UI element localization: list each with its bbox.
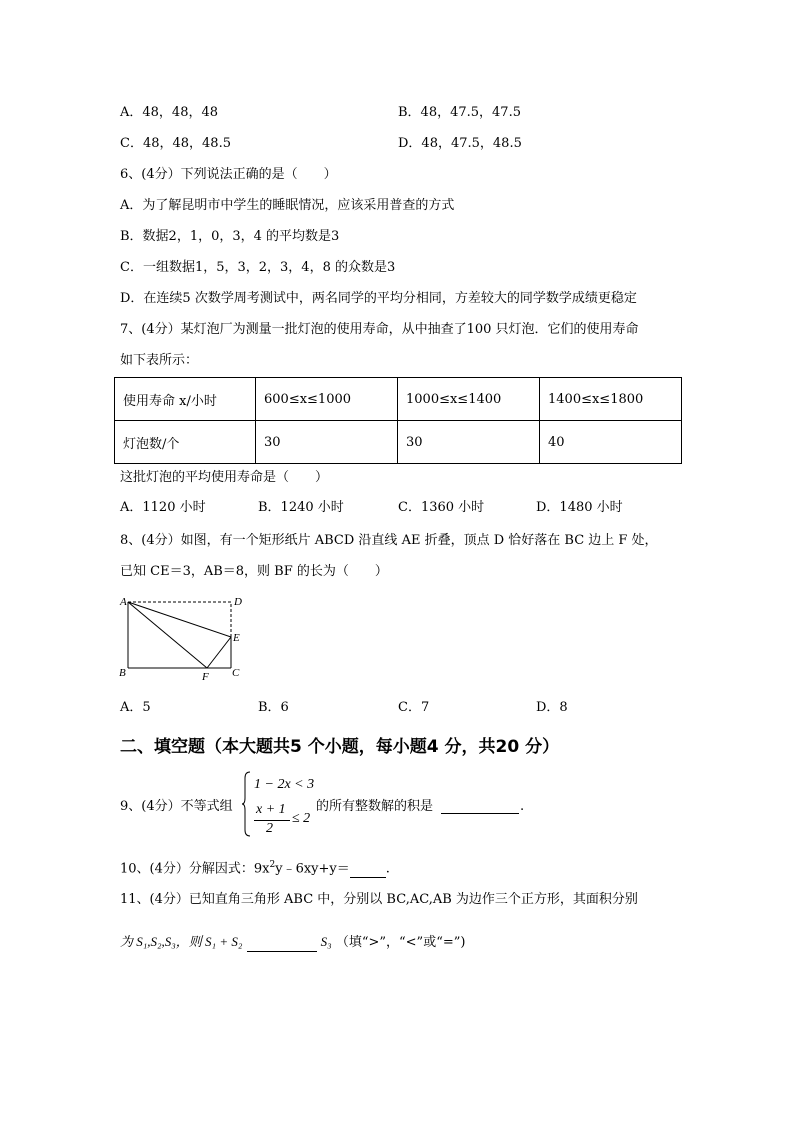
segment-af bbox=[128, 602, 207, 668]
q6-stem: 6、(4分）下列说法正确的是（ ） bbox=[120, 167, 337, 182]
q11-line2-prefix: 为 S₁,S₂,S₃，则 S₁ + S₂ bbox=[120, 934, 243, 949]
q10-end: . bbox=[385, 861, 390, 877]
q6-option-a: A．为了解昆明市中学生的睡眠情况，应该采用普查的方式 bbox=[120, 198, 455, 213]
q10-line bbox=[120, 856, 390, 878]
answer-blank[interactable] bbox=[350, 863, 386, 878]
q11-line1: 11、(4分）已知直角三角形 ABC 中，分别以 BC,AC,AB 为边作三个正方形，其面积分别 bbox=[120, 892, 638, 907]
q7-stem-line2: 如下表所示： bbox=[120, 353, 199, 368]
table-cell: 40 bbox=[540, 421, 682, 464]
q5-option-d: D．48，47.5，48.5 bbox=[398, 136, 522, 151]
q9-inequality-2-relation: ≤ 2 bbox=[292, 811, 311, 826]
q8-option-c: C．7 bbox=[398, 700, 430, 715]
table-cell: 1400≤x≤1800 bbox=[540, 378, 682, 421]
q7-option-a: A．1120 小时 bbox=[120, 500, 206, 515]
section-title: 二、填空题（本大题共5 个小题，每小题4 分，共20 分） bbox=[120, 737, 560, 757]
q8-stem-line1: 8、(4分）如图，有一个矩形纸片 ABCD 沿直线 AE 折叠，顶点 D 恰好落在 BC 边上 F 处， bbox=[120, 533, 658, 548]
q9-inequality-1: 1 − 2x < 3 bbox=[254, 777, 315, 792]
table-cell: 使用寿命 x/小时 bbox=[115, 378, 256, 421]
q7-option-d: D．1480 小时 bbox=[536, 500, 623, 515]
q8-option-a: A．5 bbox=[120, 700, 151, 715]
table-row bbox=[115, 378, 682, 421]
q5-option-a: A．48，48，48 bbox=[120, 105, 219, 120]
q11-line2-mid: S₃ bbox=[320, 934, 332, 949]
q11-line2-suffix: （填“>”，“<”或“=”) bbox=[335, 935, 466, 950]
q9-inequality-2-numerator: x + 1 bbox=[256, 802, 286, 817]
q9-suffix: 的所有整数解的积是 bbox=[316, 799, 434, 814]
q8-stem-line2: 已知 CE＝3，AB＝8，则 BF 的长为（ ） bbox=[120, 564, 388, 579]
label-c: C bbox=[232, 667, 240, 679]
label-d: D bbox=[234, 596, 242, 608]
q7-option-b: B．1240 小时 bbox=[258, 500, 344, 515]
fold-line-ae bbox=[128, 602, 231, 637]
table-cell: 30 bbox=[256, 421, 398, 464]
q7-stem-line1: 7、(4分）某灯泡厂为测量一批灯泡的使用寿命，从中抽查了100 只灯泡．它们的使用寿命 bbox=[120, 322, 639, 337]
fold-figure bbox=[114, 592, 254, 684]
q10-prefix: 10、(4分）分解因式：9x bbox=[120, 861, 270, 877]
q8-option-b: B．6 bbox=[258, 700, 289, 715]
q10-middle: y﹣6xy+y＝ bbox=[275, 861, 350, 877]
q7-option-c: C．1360 小时 bbox=[398, 500, 485, 515]
q7-question: 这批灯泡的平均使用寿命是（ ） bbox=[120, 470, 329, 485]
q8-option-d: D．8 bbox=[536, 700, 568, 715]
answer-blank[interactable] bbox=[247, 937, 317, 952]
label-e: E bbox=[233, 632, 240, 644]
table-cell: 30 bbox=[398, 421, 540, 464]
q6-option-c: C．一组数据1，5，3，2，3，4，8 的众数是3 bbox=[120, 260, 396, 275]
table-row bbox=[115, 421, 682, 464]
q6-option-b: B．数据2，1，0，3，4 的平均数是3 bbox=[120, 229, 340, 244]
segment-fe bbox=[207, 637, 231, 668]
q10-superscript: 2 bbox=[269, 860, 276, 870]
answer-blank[interactable] bbox=[441, 798, 519, 814]
label-a: A bbox=[120, 596, 127, 608]
q5-option-c: C．48，48，48.5 bbox=[120, 136, 231, 151]
q9-inequality-2-denominator: 2 bbox=[266, 821, 273, 836]
q6-option-d: D．在连续5 次数学周考测试中，两名同学的平均分相同，方差较大的同学数学成绩更稳定 bbox=[120, 291, 637, 306]
q11-line2 bbox=[120, 933, 465, 952]
lifespan-table bbox=[114, 377, 682, 464]
label-b: B bbox=[119, 667, 126, 679]
label-f: F bbox=[202, 671, 209, 683]
system-brace-icon bbox=[242, 770, 252, 838]
table-cell: 600≤x≤1000 bbox=[256, 378, 398, 421]
q5-option-b: B．48，47.5，47.5 bbox=[398, 105, 521, 120]
q9-end: . bbox=[520, 799, 525, 814]
q9-prefix: 9、(4分）不等式组 bbox=[120, 799, 233, 814]
table-cell: 1000≤x≤1400 bbox=[398, 378, 540, 421]
table-cell: 灯泡数/个 bbox=[115, 421, 256, 464]
